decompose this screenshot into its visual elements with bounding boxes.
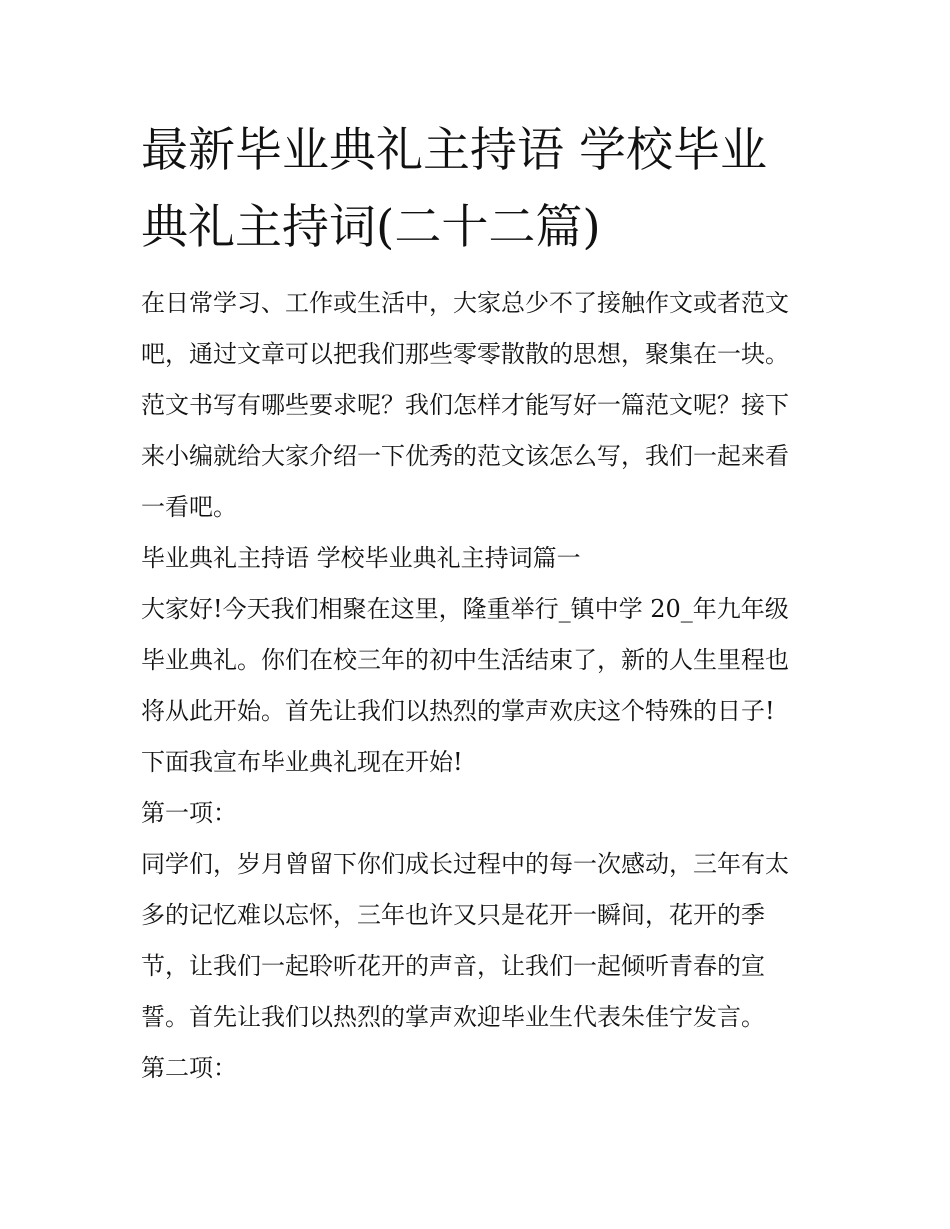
text-line: 大家好!今天我们相聚在这里，隆重举行_镇中学 20_年九年级 [141,595,789,623]
document-title [141,112,821,266]
text-line: 在日常学习、工作或生活中，大家总少不了接触作文或者范文 [141,289,789,317]
text-line: 一看吧。 [141,493,237,521]
text-line: 下面我宣布毕业典礼现在开始! [141,748,463,776]
text-line: 誓。首先让我们以热烈的掌声欢迎毕业生代表朱佳宁发言。 [141,1003,765,1031]
text-line: 第二项： [141,1054,237,1082]
item-one-paragraph [141,839,821,1043]
text-line: 同学们，岁月曾留下你们成长过程中的每一次感动，三年有太 [141,850,789,878]
opening-paragraph [141,584,821,788]
text-line: 多的记忆难以忘怀，三年也许又只是花开一瞬间，花开的季 [141,901,765,929]
item-one-label [141,788,821,839]
text-line: 将从此开始。首先让我们以热烈的掌声欢庆这个特殊的日子! [141,697,775,725]
section-heading [141,533,821,584]
item-two-label [141,1043,821,1094]
text-line: 来小编就给大家介绍一下优秀的范文该怎么写，我们一起来看 [141,442,789,470]
title-line: 最新毕业典礼主持语 学校毕业 [141,123,767,178]
text-line: 第一项： [141,799,237,827]
text-line: 节，让我们一起聆听花开的声音，让我们一起倾听青春的宣 [141,952,765,980]
intro-paragraph [141,278,821,533]
text-line: 毕业典礼主持语 学校毕业典礼主持词篇一 [141,544,581,572]
text-line: 毕业典礼。你们在校三年的初中生活结束了，新的人生里程也 [141,646,789,674]
document-content [141,112,821,1094]
title-line: 典礼主持词(二十二篇) [141,200,601,255]
text-line: 吧，通过文章可以把我们那些零零散散的思想，聚集在一块。 [141,340,789,368]
text-line: 范文书写有哪些要求呢？我们怎样才能写好一篇范文呢？接下 [141,391,789,419]
